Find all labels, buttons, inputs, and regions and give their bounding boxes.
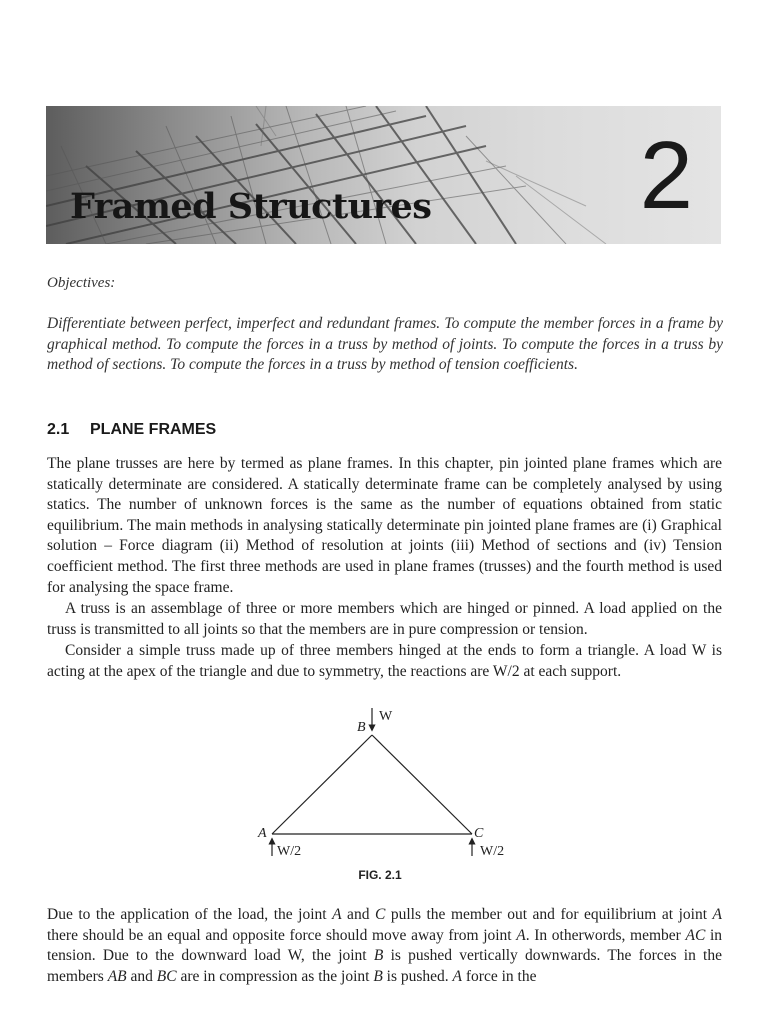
section-title: PLANE FRAMES <box>90 421 217 438</box>
member-ab <box>272 735 372 834</box>
body-paragraph: The plane trusses are here by termed as plane frames. In this chapter, pin jointed plane frames which are statically determinate are considered. A statically determinate frame can be completely analysed by using statics. The number of unknown forces is the same as the number of equations obtained from static equilibrium. The main methods in analysing statically determinate pin jointed plane frames are (i) Graphical solution – Force diagram (ii) Method of resolution at joints (iii) Method of sections and (iv) Tension coefficient method. The first three methods are used in plane frames (trusses) and the fourth method is used for analysing the space frame. <box>47 455 722 596</box>
chapter-number: 2 <box>639 122 693 229</box>
joint-b-label: B <box>357 720 366 735</box>
chapter-title: Framed Structures <box>70 186 432 227</box>
reaction-right-label: W/2 <box>480 844 505 859</box>
body-paragraph-final: Due to the application of the load, the joint A and C pulls the member out and for equilibrium at joint A there should be an equal and opposite force should move away from joint A. In otherwords, member AC in tension. Due to the downward load W, the joint B is pushed vertically downwards. The forces in the members AB and BC are in compression as the joint B is pushed. A force in the <box>47 906 722 985</box>
figure-caption: FIG. 2.1 <box>358 868 402 882</box>
body-paragraph: Consider a simple truss made up of three members hinged at the ends to form a triangle. A load W is acting at the apex of the triangle and due to symmetry, the reactions are W/2 at each support. <box>47 642 722 680</box>
objectives-text: Differentiate between perfect, imperfect and redundant frames. To compute the member forces in a frame by graphical method. To compute the forces in a truss by method of joints. To compute the forces in a truss by method of sections. To compute the forces in a truss by method of tension coefficients. <box>47 315 723 374</box>
reaction-left-label: W/2 <box>277 844 302 859</box>
chapter-banner <box>46 106 721 244</box>
truss-diagram <box>240 700 530 870</box>
body-paragraph: A truss is an assemblage of three or more members which are hinged or pinned. A load applied on the truss is transmitted to all joints so that the members are in pure compression or tension. <box>47 600 722 638</box>
objectives-label: Objectives: <box>47 275 116 291</box>
load-label: W <box>379 709 393 724</box>
member-bc <box>372 735 472 834</box>
section-heading <box>47 421 216 439</box>
truss-figure <box>240 700 530 870</box>
joint-c-label: C <box>474 826 484 841</box>
section-number: 2.1 <box>47 421 70 438</box>
joint-a-label: A <box>258 826 267 841</box>
